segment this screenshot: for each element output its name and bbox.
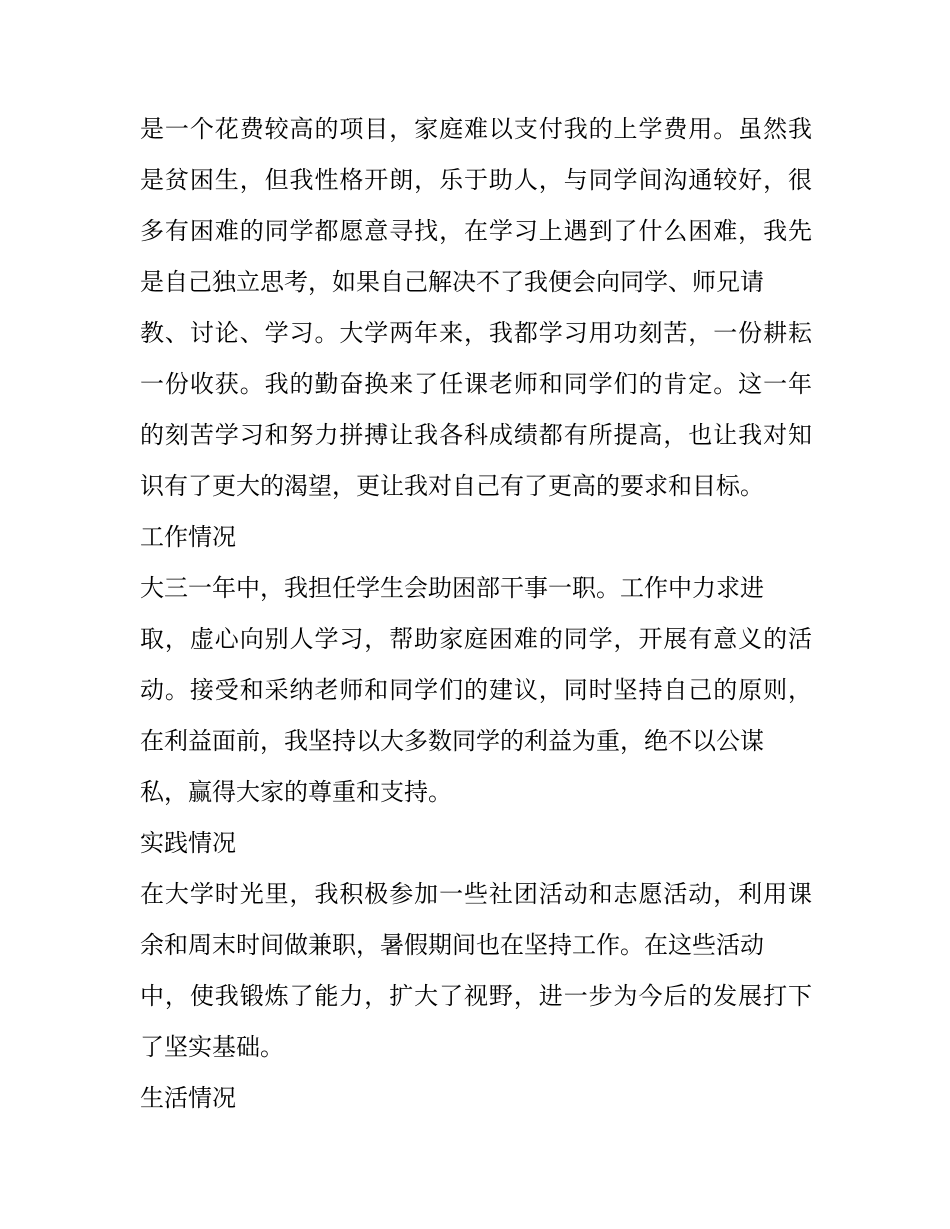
text-line: 在利益面前，我坚持以大多数同学的利益为重，绝不以公谋: [140, 727, 764, 755]
section-heading-life: 生活情况: [140, 1084, 236, 1112]
text-line: 私，赢得大家的尊重和支持。: [140, 778, 452, 806]
text-line: 一份收获。我的勤奋换来了任课老师和同学们的肯定。这一年: [140, 370, 812, 398]
text-line: 是贫困生，但我性格开朗，乐于助人，与同学间沟通较好，很: [140, 166, 812, 194]
text-line: 教、讨论、学习。大学两年来，我都学习用功刻苦，一份耕耘: [140, 319, 812, 347]
text-line: 取，虚心向别人学习，帮助家庭困难的同学，开展有意义的活: [140, 625, 812, 653]
text-line: 余和周末时间做兼职，暑假期间也在坚持工作。在这些活动: [140, 931, 764, 959]
text-line: 了坚实基础。: [140, 1033, 284, 1061]
paragraph-practice: [140, 869, 812, 1073]
section-heading-work: 工作情况: [140, 523, 236, 551]
text-line: 大三一年中，我担任学生会助困部干事一职。工作中力求进: [140, 574, 764, 602]
text-line: 动。接受和采纳老师和同学们的建议，同时坚持自己的原则，: [140, 676, 812, 704]
text-line: 的刻苦学习和努力拼搏让我各科成绩都有所提高，也让我对知: [140, 421, 812, 449]
paragraph-study: [140, 104, 812, 512]
section-heading-practice: 实践情况: [140, 829, 236, 857]
text-line: 是一个花费较高的项目，家庭难以支付我的上学费用。虽然我: [140, 115, 812, 143]
paragraph-work: [140, 563, 812, 818]
document-body: [140, 104, 812, 1124]
text-line: 识有了更大的渴望，更让我对自己有了更高的要求和目标。: [140, 472, 764, 500]
text-line: 多有困难的同学都愿意寻找，在学习上遇到了什么困难，我先: [140, 217, 812, 245]
text-line: 在大学时光里，我积极参加一些社团活动和志愿活动，利用课: [140, 880, 812, 908]
text-line: 是自己独立思考，如果自己解决不了我便会向同学、师兄请: [140, 268, 764, 296]
text-line: 中，使我锻炼了能力，扩大了视野，进一步为今后的发展打下: [140, 982, 812, 1010]
